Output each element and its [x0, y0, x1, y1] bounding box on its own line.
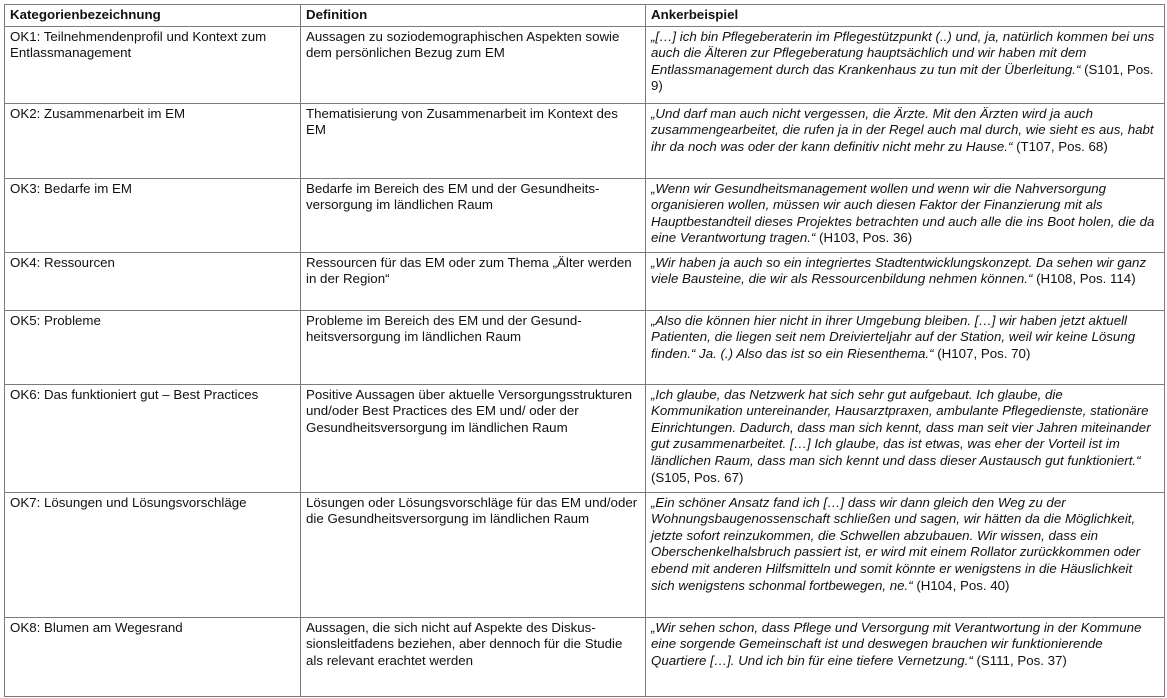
anchor-reference: (H108, Pos. 114)	[1032, 271, 1136, 287]
table-row	[5, 103, 1165, 178]
definition-cell: Probleme im Bereich des EM und der Gesundheitsversorgung im ländlichen Raum	[301, 310, 646, 384]
table-row	[5, 617, 1165, 696]
category-cell: OK6: Das funktioniert gut – Best Practices	[5, 384, 301, 492]
table-header-row	[5, 5, 1165, 27]
anchor-reference: (H103, Pos. 36)	[815, 230, 913, 246]
anchor-reference: (H104, Pos. 40)	[912, 577, 1010, 593]
table-row	[5, 26, 1165, 103]
anchor-quote: „Wir haben ja auch so ein integriertes Stadtentwicklungskonzept. Da sehen wir ganz viele Bausteine, die wir als Ressourcenbildung nehmen können.“	[651, 254, 1147, 287]
table-row	[5, 384, 1165, 492]
anchor-example-cell	[646, 310, 1165, 384]
definition-cell: Thematisierung von Zusammenarbeit im Kontext des EM	[301, 103, 646, 178]
category-cell: OK2: Zusammenarbeit im EM	[5, 103, 301, 178]
header-anchor-example: Ankerbeispiel	[646, 5, 1165, 27]
category-cell: OK8: Blumen am Wegesrand	[5, 617, 301, 696]
anchor-example-cell	[646, 103, 1165, 178]
table-row	[5, 178, 1165, 252]
anchor-reference: (H107, Pos. 70)	[933, 345, 1031, 361]
header-definition: Definition	[301, 5, 646, 27]
category-cell: OK1: Teilnehmendenprofil und Kontext zum Entlassmanagement	[5, 26, 301, 103]
anchor-quote: „Ein schöner Ansatz fand ich […] dass wir dann gleich den Weg zu der Wohnungsbaugenossenschaft schließen und sagen, wir hätten da die Möglichkeit, jetzte sofort reinzukommen, die Schwellen abzubauen. Wir wissen, dass ein Oberschenkelhalsbruch passiert ist, er wird mit einem Rollator zurückkommen oder ebend mit anderen Hilfsmitteln und somit könnte er wenigstens in die Häuslichkeit sich wenigstens schonmal fortbewegen, ne.“	[651, 494, 1141, 593]
category-table	[4, 4, 1165, 697]
anchor-example-cell	[646, 384, 1165, 492]
table-row	[5, 252, 1165, 310]
anchor-quote: „Ich glaube, das Netzwerk hat sich sehr gut aufgebaut. Ich glaube, die Kommunikation untereinander, Hausarztpraxen, ambulante Pflegedienste, stationäre Einrichtungen. Dadurch, dass man sich kennt, dass man seit vier Jahren miteinander gut zusammenarbeitet. […] Ich glaube, das ist etwas, was eher der Vorteil ist im ländlichen Raum, dass man sich kennt und dass dieser Austausch gut funktioniert.“	[651, 386, 1151, 468]
anchor-quote: „Also die können hier nicht in ihrer Umgebung bleiben. […] wir haben jetzt aktuell Patienten, die liegen seit nem Dreivierteljahr auf der Station, weil wir keine Lösung finden.“ Ja. (.) Also das ist so ein Riesenthema.“	[651, 312, 1136, 361]
anchor-example-cell	[646, 252, 1165, 310]
anchor-example-cell	[646, 617, 1165, 696]
anchor-example-cell	[646, 178, 1165, 252]
definition-cell: Aussagen, die sich nicht auf Aspekte des Diskussionsleitfadens beziehen, aber dennoch für die Studie als relevant erachtet werden	[301, 617, 646, 696]
definition-cell: Aussagen zu soziodemographischen Aspekten sowie dem persönlichen Bezug zum EM	[301, 26, 646, 103]
anchor-example-cell	[646, 492, 1165, 617]
anchor-quote: „Wenn wir Gesundheitsmanagement wollen und wenn wir die Nahversorgung organisieren wollen, müssen wir auch diesen Faktor der Finanzierung mit als Hauptbestandteil dieses Projektes betrachten und auch alle die ins Boot holen, die da eine Verantwortung tragen.“	[651, 180, 1155, 246]
anchor-quote: „Wir sehen schon, dass Pflege und Versorgung mit Verantwortung in der Kommune eine sorgende Gemeinschaft ist und deswegen brauchen wir funktionierende Quartiere […]. Und ich bin für eine tiefere Vernetzung.“	[651, 619, 1142, 668]
anchor-example-cell	[646, 26, 1165, 103]
category-cell: OK3: Bedarfe im EM	[5, 178, 301, 252]
anchor-reference: (S105, Pos. 67)	[651, 469, 744, 485]
category-cell: OK4: Ressourcen	[5, 252, 301, 310]
header-category: Kategorienbezeichnung	[5, 5, 301, 27]
definition-cell: Ressourcen für das EM oder zum Thema „Älter werden in der Region“	[301, 252, 646, 310]
definition-cell: Positive Aussagen über aktuelle Versorgungsstrukturen und/oder Best Practices des EM und/ oder der Gesundheitsversorgung im ländlichen Raum	[301, 384, 646, 492]
anchor-quote: „Und darf man auch nicht vergessen, die Ärzte. Mit den Ärzten wird ja auch zusammengearbeitet, die rufen ja in der Regel auch mal durch, wie sieht es aus, habt ihr da noch was oder der kann definitiv nicht mehr zu Hause.“	[651, 105, 1154, 154]
definition-cell: Bedarfe im Bereich des EM und der Gesundheitsversorgung im ländlichen Raum	[301, 178, 646, 252]
anchor-reference: (S111, Pos. 37)	[972, 652, 1067, 668]
anchor-reference: (T107, Pos. 68)	[1012, 138, 1108, 154]
definition-cell: Lösungen oder Lösungsvorschläge für das EM und/oder die Gesundheitsversorgung im ländlichen Raum	[301, 492, 646, 617]
anchor-quote: „[…] ich bin Pflegeberaterin im Pflegestützpunkt (..) und, ja, natürlich kommen bei uns auch die Älteren zur Pflegeberatung hauptsächlich und wir haben mit dem Entlassmanagement durch das Krankenhaus zu tun mit der Überleitung.“	[651, 28, 1155, 77]
category-cell: OK7: Lösungen und Lösungsvorschläge	[5, 492, 301, 617]
table-row	[5, 310, 1165, 384]
anchor-reference: (S101, Pos. 9)	[651, 61, 1154, 94]
category-cell: OK5: Probleme	[5, 310, 301, 384]
table-row	[5, 492, 1165, 617]
